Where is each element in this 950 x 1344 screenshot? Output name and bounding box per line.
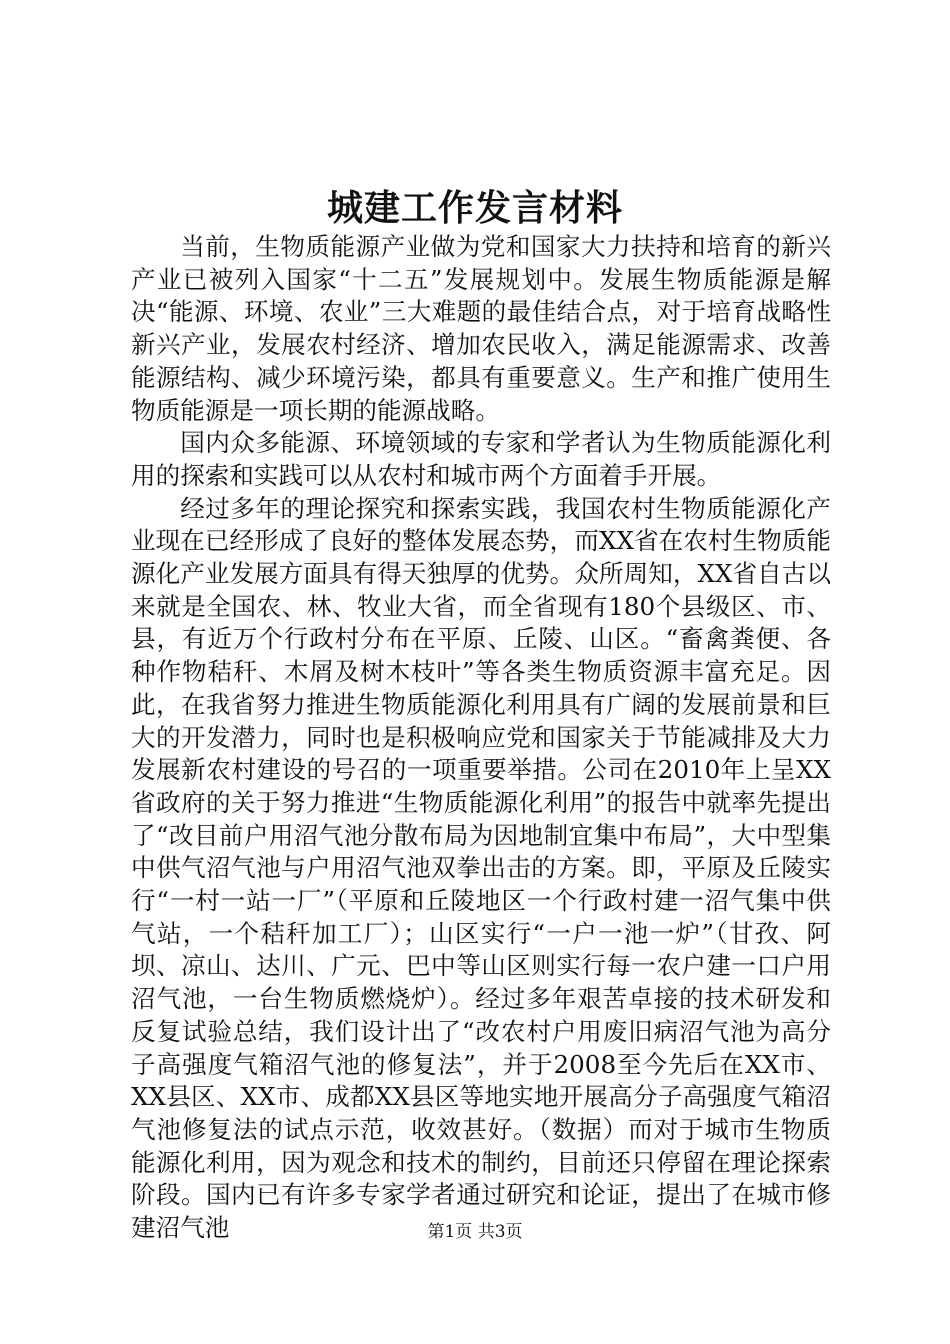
page-footer: 第1页 共3页	[427, 1222, 523, 1242]
document-title: 城建工作发言材料	[326, 187, 623, 229]
document-body	[131, 231, 831, 1245]
paragraph-3: 经过多年的理论探究和探索实践，我国农村生物质能源化产业现在已经形成了良好的整体发展态势，而XX省在农村生物质能源化产业发展方面具有得天独厚的优势。众所周知，XX省自古以来就是全国农、林、牧业大省，而全省现有180个县级区、市、县，有近万个行政村分布在平原、丘陵、山区。“畜禽粪便、各种作物秸秆、木屑及树木枝叶”等各类生物质资源丰富充足。因此，在我省努力推进生物质能源化利用具有广阔的发展前景和巨大的开发潜力，同时也是积极响应党和国家关于节能减排及大力发展新农村建设的号召的一项重要举措。公司在2010年上呈XX省政府的关于努力推进“生物质能源化利用”的报告中就率先提出了“改目前户用沼气池分散布局为因地制宜集中布局”，大中型集中供气沼气池与户用沼气池双拳出击的方案。即，平原及丘陵实行“一村一站一厂”（平原和丘陵地区一个行政村建一沼气集中供气站，一个秸秆加工厂）；山区实行“一户一池一炉”（甘孜、阿坝、凉山、达川、广元、巴中等山区则实行每一农户建一口户用沼气池，一台生物质燃烧炉）。经过多年艰苦卓接的技术研发和反复试验总结，我们设计出了“改农村户用废旧病沼气池为高分子高强度气箱沼气池的修复法”，并于2008至今先后在XX市、XX县区、XX市、成都XX县区等地实地开展高分子高强度气箱沼气池修复法的试点示范，收效甚好。（数据）而对于城市生物质能源化利用，因为观念和技术的制约，目前还只停留在理论探索阶段。国内已有许多专家学者通过研究和论证，提出了在城市修建沼气池	[131, 493, 831, 1243]
paragraph-2: 国内众多能源、环境领域的专家和学者认为生物质能源化利用的探索和实践可以从农村和城市两个方面着手开展。	[131, 428, 831, 490]
paragraph-1: 当前，生物质能源产业做为党和国家大力扶持和培育的新兴产业已被列入国家“十二五”发展规划中。发展生物质能源是解决“能源、环境、农业”三大难题的最佳结合点，对于培育战略性新兴产业，发展农村经济、增加农民收入，满足能源需求、改善能源结构、减少环境污染，都具有重要意义。生产和推广使用生物质能源是一项长期的能源战略。	[131, 232, 831, 425]
